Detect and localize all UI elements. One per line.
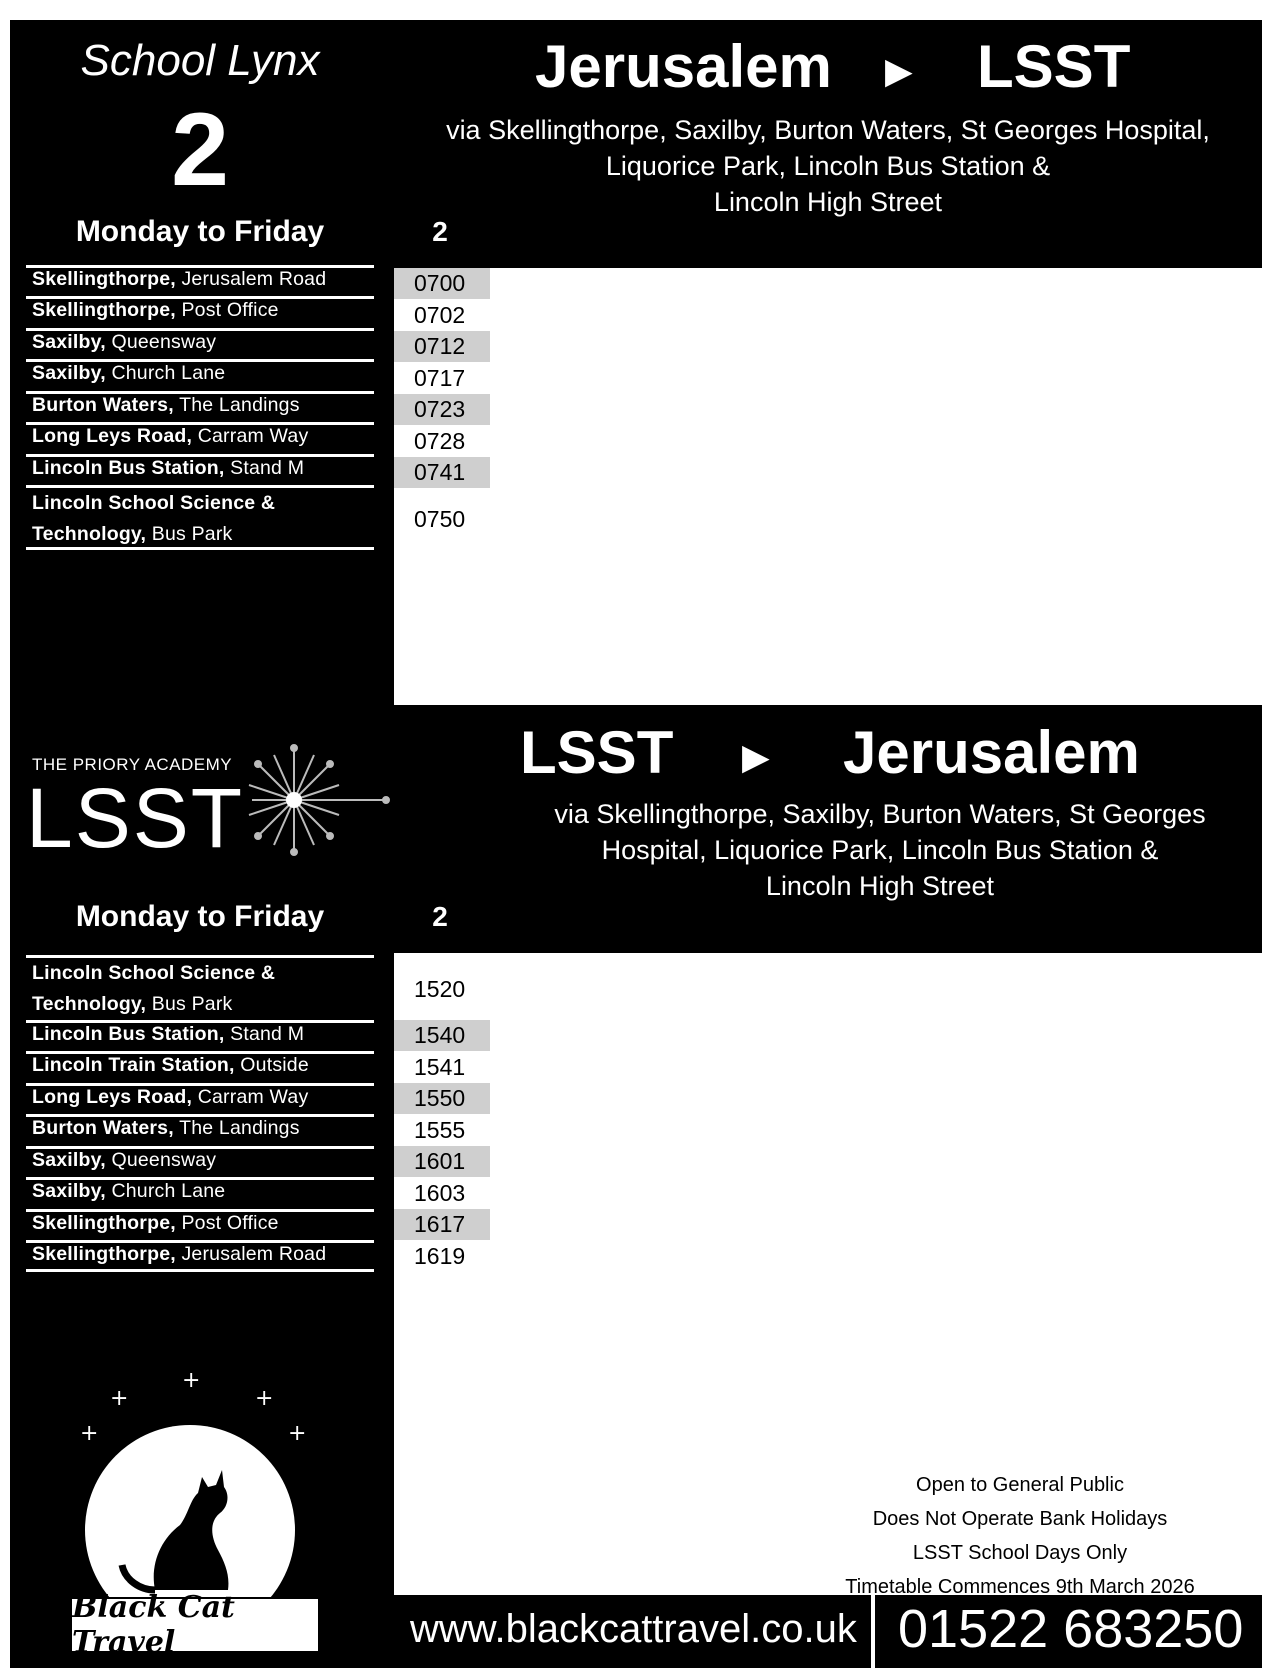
time-cell: 0702 [414,301,466,328]
svg-text:+: + [80,1421,99,1446]
time-cell: 0712 [394,331,490,362]
stop-row: Lincoln Train Station, Outside [26,1051,374,1083]
stop-row: Saxilby, Church Lane [26,359,374,391]
phone-number[interactable]: 01522 683250 [898,1599,1244,1659]
note: Open to General Public [916,1474,1124,1496]
operator-logo-label: Black Cat Travel [70,1597,320,1653]
stop-row: Skellingthorpe, Post Office [26,296,374,328]
stop-row: Long Leys Road, Carram Way [26,422,374,454]
morning-via [394,112,1262,220]
time-cell: 1520 [414,975,466,1002]
afternoon-stop-list [26,955,374,1272]
morning-to: LSST [977,33,1131,100]
morning-from: Jerusalem [535,33,832,100]
black-cat-moon-icon [60,1365,330,1600]
note: LSST School Days Only [912,1542,1128,1564]
morning-times [394,268,490,550]
starburst-logo-icon [244,740,394,860]
morning-column-header: 2 [432,216,448,247]
note: Does Not Operate Bank Holidays [872,1508,1168,1530]
stop-row: Lincoln School Science & Technology, Bus Park [26,955,374,1020]
stop-row: Saxilby, Church Lane [26,1177,374,1209]
time-cell: 1555 [414,1116,466,1143]
morning-stop-list [26,265,374,550]
route-number: 2 [171,92,229,208]
via-line: via Skellingthorpe, Saxilby, Burton Waters, St Georges Hospital, [446,115,1210,145]
svg-text:+: + [182,1368,201,1393]
time-cell: 1541 [414,1053,466,1080]
website-link[interactable]: www.blackcattravel.co.uk [410,1607,857,1651]
svg-text:+: + [110,1386,129,1411]
via-line: Lincoln High Street [765,871,995,901]
stop-row: Burton Waters, The Landings [26,1114,374,1146]
via-line: Liquorice Park, Lincoln Bus Station & [605,151,1051,181]
stop-row: Burton Waters, The Landings [26,391,374,422]
time-cell: 0750 [414,505,466,532]
via-line: Hospital, Liquorice Park, Lincoln Bus Station & [601,835,1159,865]
stop-row: Saxilby, Queensway [26,1146,374,1177]
afternoon-times [394,958,490,1272]
stop-row: Lincoln School Science & Technology, Bus Park [26,485,374,550]
time-cell: 0717 [414,364,466,391]
svg-text:+: + [288,1421,307,1446]
time-cell: 1619 [414,1242,466,1269]
time-cell: 0700 [394,268,490,299]
afternoon-to: Jerusalem [843,719,1140,786]
svg-text:+: + [255,1386,274,1411]
time-cell: 1540 [394,1020,490,1051]
school-logo-caption: THE PRIORY ACADEMY [32,755,233,774]
stop-row: Skellingthorpe, Jerusalem Road [26,1240,374,1272]
via-line: via Skellingthorpe, Saxilby, Burton Waters, St Georges [554,799,1206,829]
stop-row: Saxilby, Queensway [26,328,374,359]
time-cell: 1550 [394,1083,490,1114]
time-cell: 1601 [394,1146,490,1177]
afternoon-column-header: 2 [432,901,448,932]
stop-row: Lincoln Bus Station, Stand M [26,1020,374,1051]
time-cell: 0728 [414,427,466,454]
afternoon-via [490,796,1270,904]
notes [830,1468,1210,1604]
school-logo-text: LSST [26,771,245,865]
time-cell: 1603 [414,1179,466,1206]
stop-row: Skellingthorpe, Jerusalem Road [26,265,374,296]
time-cell: 1617 [394,1209,490,1240]
via-line: Lincoln High Street [713,187,943,217]
time-cell: 0741 [394,457,490,488]
stop-row: Skellingthorpe, Post Office [26,1209,374,1240]
morning-days: Monday to Friday [75,215,325,248]
time-cell: 0723 [394,394,490,425]
note: Timetable Commences 9th March 2026 [845,1576,1195,1598]
afternoon-arrow-icon: ▶ [742,736,770,777]
stop-row: Lincoln Bus Station, Stand M [26,454,374,485]
morning-arrow-icon: ▶ [885,50,913,91]
afternoon-days: Monday to Friday [75,900,325,933]
service-name: School Lynx [80,36,320,85]
afternoon-from: LSST [520,719,674,786]
stop-row: Long Leys Road, Carram Way [26,1083,374,1114]
